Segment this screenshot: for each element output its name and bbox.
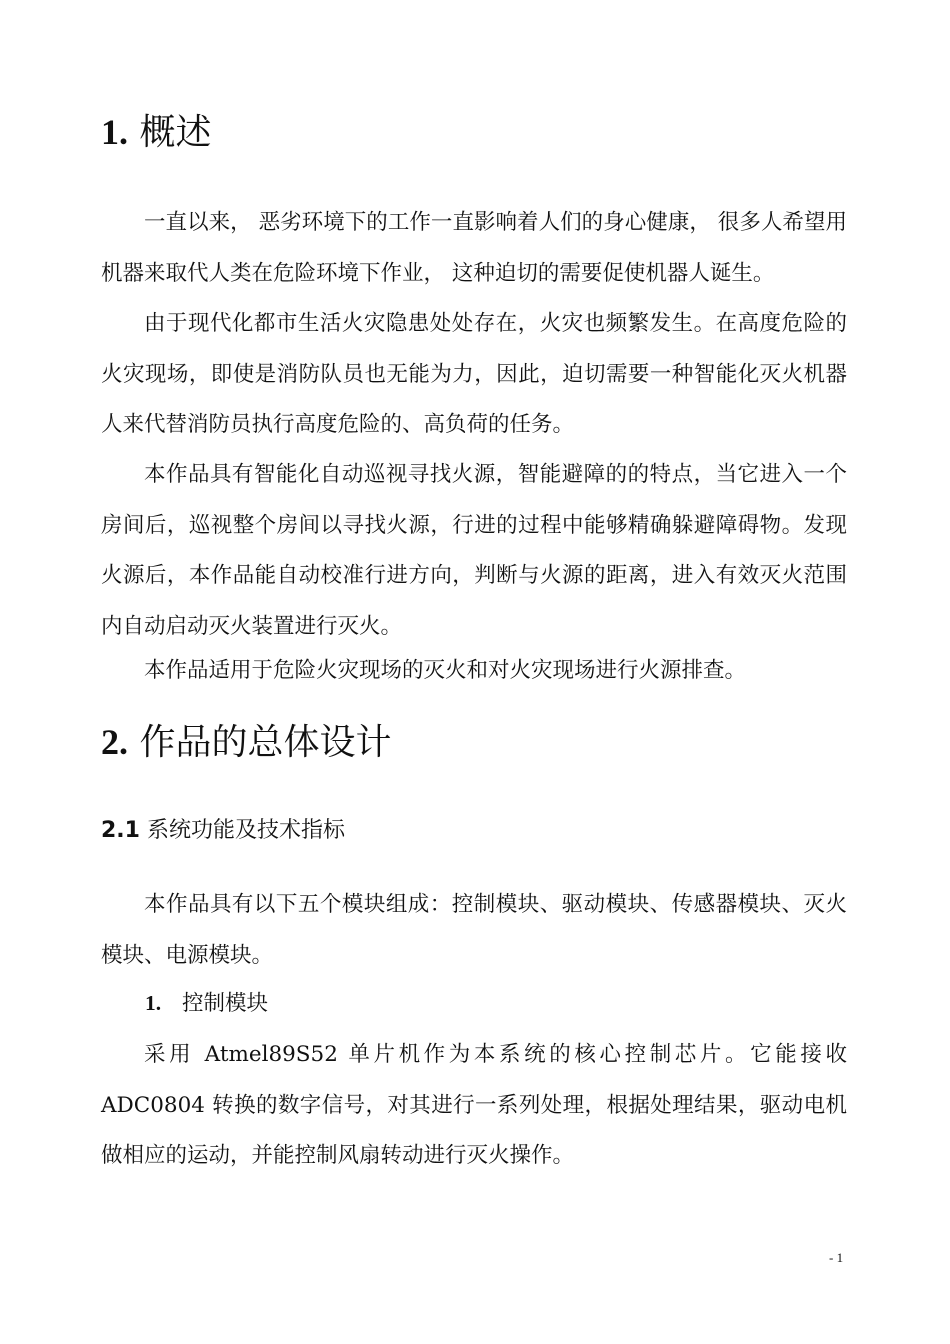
section-2-heading (101, 720, 391, 765)
page-number: - 1 (829, 1250, 844, 1265)
paragraph-control-module: 采用 Atmel89S52 单片机作为本系统的核心控制芯片。它能接收 ADC0804 转换的数字信号，对其进行一系列处理，根据处理结果，驱动电机做相应的运动，并能控制风扇转动进行灭火操作。 (101, 1042, 847, 1168)
paragraph-modules: 本作品具有以下五个模块组成：控制模块、驱动模块、传感器模块、灭火模块、电源模块。 (101, 892, 847, 968)
subsection-2-1-heading (101, 816, 345, 846)
paragraph-intro-4: 本作品适用于危险火灾现场的灭火和对火灾现场进行火源排查。 (144, 658, 747, 683)
section-2-number: 2. (101, 722, 128, 762)
subsection-2-1-number: 2.1 (101, 818, 140, 843)
section-1-title: 概述 (139, 112, 212, 153)
list-item-number: 1. (145, 991, 162, 1015)
section-2-title: 作品的总体设计 (139, 722, 392, 763)
section-1-heading (101, 110, 211, 155)
paragraph-intro-2: 由于现代化都市生活火灾隐患处处存在，火灾也频繁发生。在高度危险的火灾现场，即使是消防队员也无能为力，因此，迫切需要一种智能化灭火机器人来代替消防员执行高度危险的、高负荷的任务。 (101, 311, 847, 437)
paragraph-intro-1: 一直以来， 恶劣环境下的工作一直影响着人们的身心健康， 很多人希望用机器来取代人类在危险环境下作业， 这种迫切的需要促使机器人诞生。 (101, 210, 847, 286)
paragraph-intro-3: 本作品具有智能化自动巡视寻找火源，智能避障的的特点，当它进入一个房间后，巡视整个房间以寻找火源，行进的过程中能够精确躲避障碍物。发现火源后，本作品能自动校准行进方向，判断与火源的距离，进入有效灭火范围内自动启动灭火装置进行灭火。 (101, 462, 847, 639)
subsection-2-1-title: 系统功能及技术指标 (146, 818, 345, 843)
section-1-number: 1. (101, 112, 128, 152)
list-item-title: 控制模块 (181, 991, 268, 1016)
list-item-control-module (145, 988, 268, 1019)
